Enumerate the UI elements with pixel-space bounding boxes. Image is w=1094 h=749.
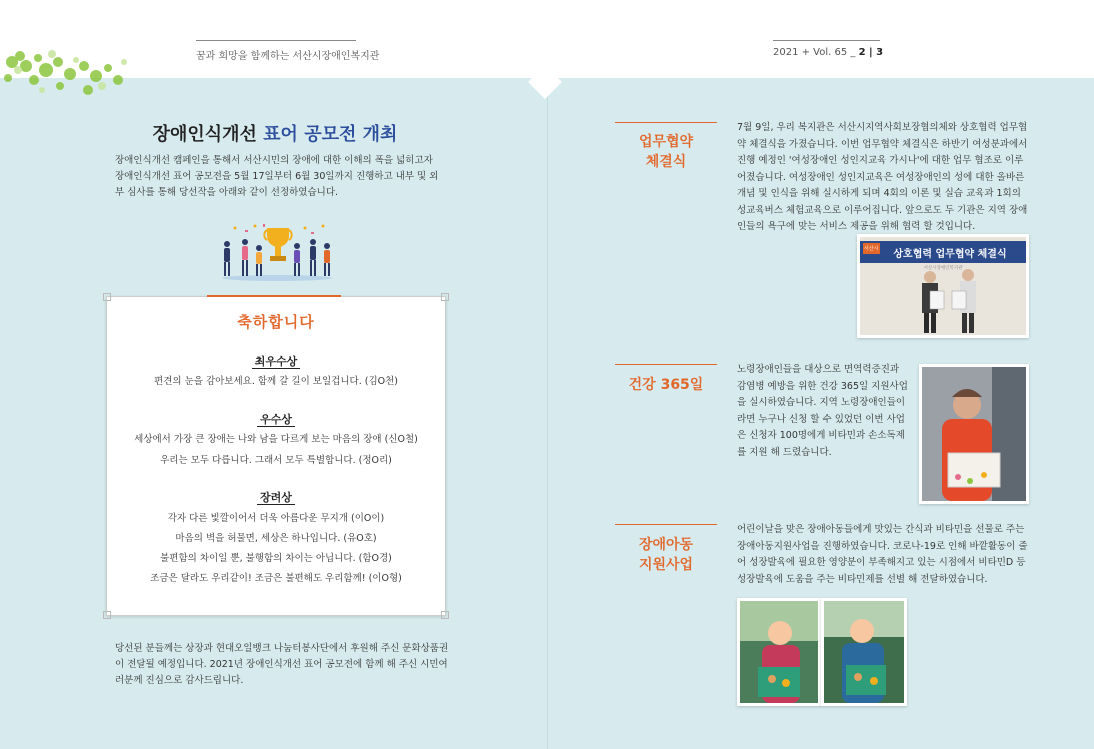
intro-paragraph: 장애인식개선 캠페인을 통해서 서산시민의 장애에 대한 이해의 폭을 넓히고자 장애인식개선 표어 공모전을 5월 17일부터 6월 30일까지 진행하고 내부 및 외부 심사를 통해 당선작을 아래와 같이 선정하였습니다. bbox=[115, 155, 439, 198]
clover-decoration-icon bbox=[0, 40, 130, 110]
card-corner-ornament bbox=[103, 611, 111, 619]
award-entry: 우리는 모두 다릅니다. 그래서 모두 특별합니다. (정O리) bbox=[160, 455, 392, 466]
section-label-mou bbox=[615, 132, 717, 172]
card-corner-ornament bbox=[103, 293, 111, 301]
issue-label: 2021 + Vol. 65 _ bbox=[773, 47, 859, 58]
photo-sub-banner: 서산시장애인복지관 bbox=[923, 266, 963, 271]
section-label-line: 장애아동 bbox=[638, 537, 694, 553]
card-heading: 축하합니다 bbox=[237, 313, 315, 331]
people-with-documents-icon bbox=[860, 237, 1026, 335]
title-plain: 장애인식개선 bbox=[152, 124, 264, 145]
vitamin-recipient-photo bbox=[919, 364, 1029, 504]
award-entry: 세상에서 가장 큰 장애는 나와 남을 다르게 보는 마음의 장애 (신O철) bbox=[134, 434, 418, 445]
section-body-health: 노령장애인들을 대상으로 면역력증진과 감염병 예방을 위한 건강 365일 지원사업을 실시하였습니다. 지역 노령장애인들이라면 누구나 신청 할 수 있었던 이번 사업은 신청자 100명에게 비타민과 손소독제를 지원 해 드렸습니다. bbox=[737, 364, 908, 458]
award-entry: 마음의 벽을 허물면, 세상은 하나입니다. (유O호) bbox=[175, 533, 377, 544]
section-rule bbox=[615, 524, 717, 525]
child-with-gift-icon bbox=[824, 601, 904, 703]
award-title-grand bbox=[107, 353, 445, 369]
page-spine bbox=[547, 78, 548, 749]
award-entry: 불편함의 차이일 뿐, 불행함의 차이는 아닙니다. (함O경) bbox=[160, 553, 392, 564]
photo-banner-text: 상호협력 업무협약 체결식 bbox=[893, 249, 1007, 260]
photo-logo: 서산시 bbox=[863, 243, 880, 254]
page-title bbox=[115, 120, 435, 146]
section-label-health: 건강 365일 bbox=[628, 377, 704, 393]
section-label-line: 지원사업 bbox=[638, 557, 694, 573]
section-label-line: 체결식 bbox=[645, 154, 687, 170]
child-with-gift-icon bbox=[740, 601, 818, 703]
card-corner-ornament bbox=[441, 293, 449, 301]
section-body-mou: 7월 9일, 우리 복지관은 서산시지역사회보장협의체와 상호협력 업무협약 체결식을 가졌습니다. 이번 업무협약 체결식은 하반기 여성분과에서 진행 예정인 '여성장애인 성인지교육 가시나'에 대한 업무 협조로 이루어졌습니다. 여성장애인 성인지교육은 여성장애인의 성에 대한 올바른 개념 및 인식을 위해 실시하게 되며 4회의 이론 및 실습 교육과 1회의 성교육버스 체험교육으로 이루어집니다. 앞으로도 두 기관은 지역 장애인들의 욕구에 맞는 서비스 제공을 위해 협력 할 것입니다. bbox=[737, 122, 1028, 232]
person-holding-gift-icon bbox=[922, 367, 1026, 501]
award-title-text: 우수상 bbox=[257, 413, 295, 427]
header-rule-left bbox=[196, 40, 356, 41]
award-title-text: 장려상 bbox=[257, 491, 295, 505]
child-gift-photo-2 bbox=[821, 598, 907, 706]
title-accent: 표어 공모전 개최 bbox=[263, 124, 398, 145]
child-gift-photo-1 bbox=[737, 598, 821, 706]
page-numbers: 2 | 3 bbox=[858, 47, 884, 58]
award-entry: 각자 다른 빛깔이어서 더욱 아름다운 무지개 (이O이) bbox=[167, 513, 385, 524]
section-rule bbox=[615, 122, 717, 123]
award-title-encouragement bbox=[107, 489, 445, 505]
mou-ceremony-photo bbox=[857, 234, 1029, 338]
header-right bbox=[773, 47, 883, 58]
section-rule bbox=[615, 364, 717, 365]
award-title-text: 최우수상 bbox=[252, 355, 301, 369]
award-entry: 편견의 눈을 감아보세요. 함께 갈 길이 보일겁니다. (김O천) bbox=[154, 376, 398, 387]
trophy-celebration-icon bbox=[215, 222, 340, 282]
section-label-children bbox=[615, 535, 717, 575]
section-body-children: 어린이날을 맞은 장애아동들에게 맛있는 간식과 비타민을 선물로 주는 장애아동지원사업을 진행하였습니다. 코로나-19로 인해 바깥활동이 줄어 성장발육에 필요한 영양분이 부족해지고 있는 시점에서 비타민D 등 성장발육에 도움을 주는 비타민제를 선별 해 전달하였습니다. bbox=[737, 524, 1028, 585]
closing-paragraph: 당선된 분들께는 상장과 현대오일뱅크 나눔터봉사단에서 후원해 주신 문화상품권이 전달될 예정입니다. 2021년 장애인식개선 표어 공모전에 함께 해 주신 시민여러분께 진심으로 감사드립니다. bbox=[115, 643, 449, 686]
awards-card bbox=[106, 296, 446, 616]
card-accent-tab bbox=[207, 295, 341, 297]
header-rule-right bbox=[773, 40, 880, 41]
header-left-text: 꿈과 희망을 함께하는 서산시장애인복지관 bbox=[196, 51, 380, 62]
section-label-line: 업무협약 bbox=[638, 134, 694, 150]
card-corner-ornament bbox=[441, 611, 449, 619]
award-entry: 조금은 달라도 우리같이! 조금은 불편해도 우리함께! (이O형) bbox=[150, 573, 402, 584]
award-title-excellence bbox=[107, 411, 445, 427]
